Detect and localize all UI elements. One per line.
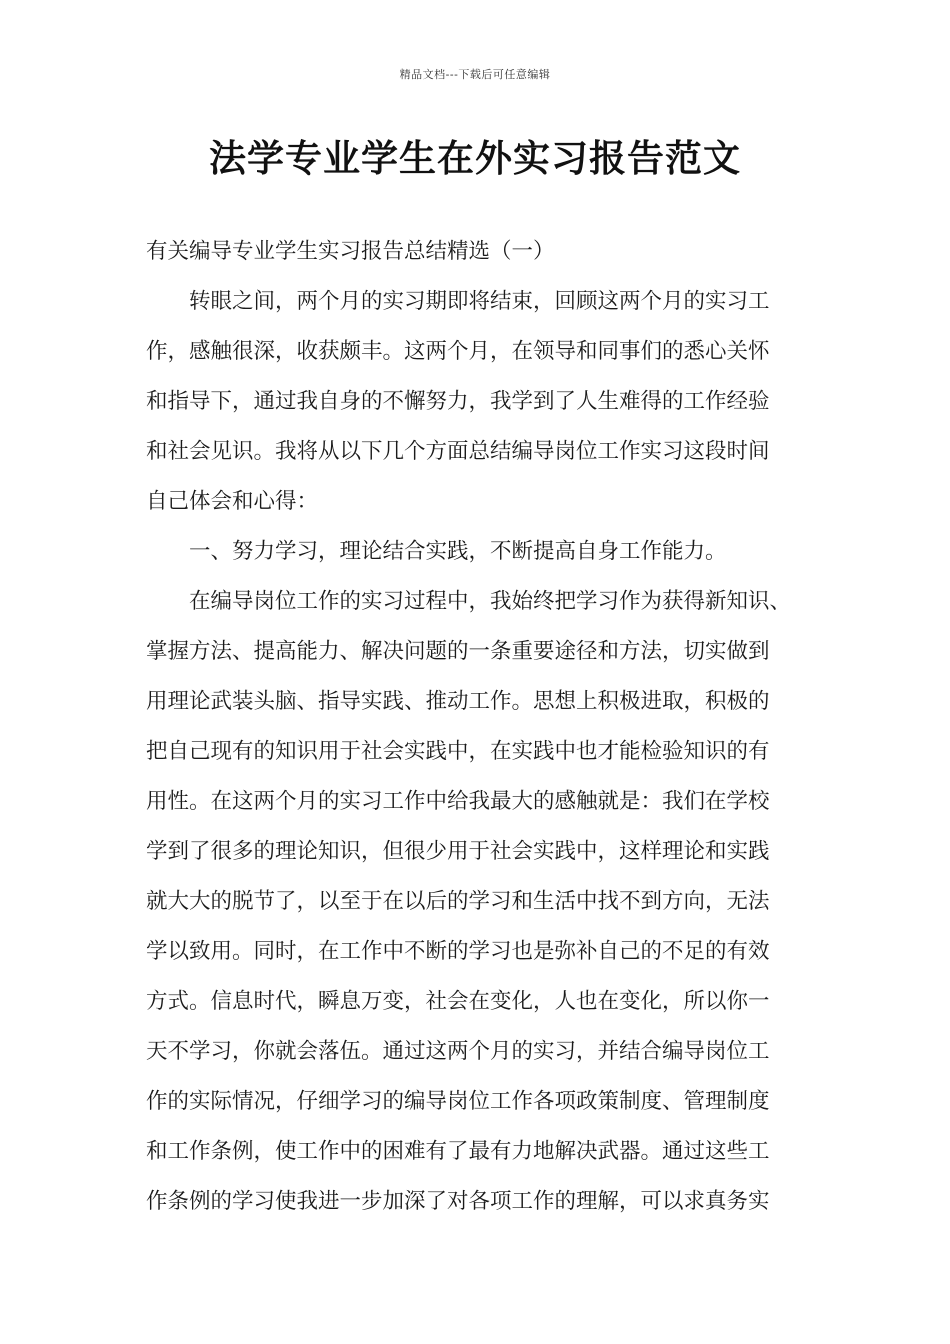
section-heading: 有关编导专业学生实习报告总结精选（一） [146, 239, 555, 264]
paragraph-line: 和指导下，通过我自身的不懈努力，我学到了人生难得的工作经验 [146, 389, 770, 414]
paragraph-line: 在编导岗位工作的实习过程中，我始终把学习作为获得新知识、 [189, 589, 792, 614]
paragraph-line: 作条例的学习使我进一步加深了对各项工作的理解，可以求真务实 [146, 1189, 770, 1214]
paragraph-line: 方式。信息时代，瞬息万变，社会在变化，人也在变化，所以你一 [146, 989, 770, 1014]
subheading-line: 一、努力学习，理论结合实践，不断提高自身工作能力。 [189, 539, 727, 564]
paragraph-line: 和社会见识。我将从以下几个方面总结编导岗位工作实习这段时间 [146, 439, 770, 464]
paragraph-line: 用性。在这两个月的实习工作中给我最大的感触就是：我们在学校 [146, 789, 770, 814]
paragraph-line: 用理论武装头脑、指导实践、推动工作。思想上积极进取，积极的 [146, 689, 770, 714]
paragraph-line: 就大大的脱节了，以至于在以后的学习和生活中找不到方向，无法 [146, 889, 770, 914]
paragraph-line: 作的实际情况，仔细学习的编导岗位工作各项政策制度、管理制度 [146, 1089, 770, 1114]
paragraph-line: 学以致用。同时，在工作中不断的学习也是弥补自己的不足的有效 [146, 939, 770, 964]
paragraph-line: 天不学习，你就会落伍。通过这两个月的实习，并结合编导岗位工 [146, 1039, 770, 1064]
document-body [146, 227, 816, 1227]
paragraph-line: 作，感触很深，收获颇丰。这两个月，在领导和同事们的悉心关怀 [146, 339, 770, 364]
paragraph-line: 掌握方法、提高能力、解决问题的一条重要途径和方法，切实做到 [146, 639, 770, 664]
header-note: 精品文档---下载后可任意编辑 [399, 68, 551, 81]
paragraph-line: 学到了很多的理论知识，但很少用于社会实践中，这样理论和实践 [146, 839, 770, 864]
paragraph-line: 把自己现有的知识用于社会实践中，在实践中也才能检验知识的有 [146, 739, 770, 764]
document-title: 法学专业学生在外实习报告范文 [209, 136, 741, 180]
paragraph-line: 转眼之间，两个月的实习期即将结束，回顾这两个月的实习工 [189, 289, 770, 314]
paragraph-line: 自己体会和心得： [146, 489, 319, 514]
paragraph-line: 和工作条例，使工作中的困难有了最有力地解决武器。通过这些工 [146, 1139, 770, 1164]
